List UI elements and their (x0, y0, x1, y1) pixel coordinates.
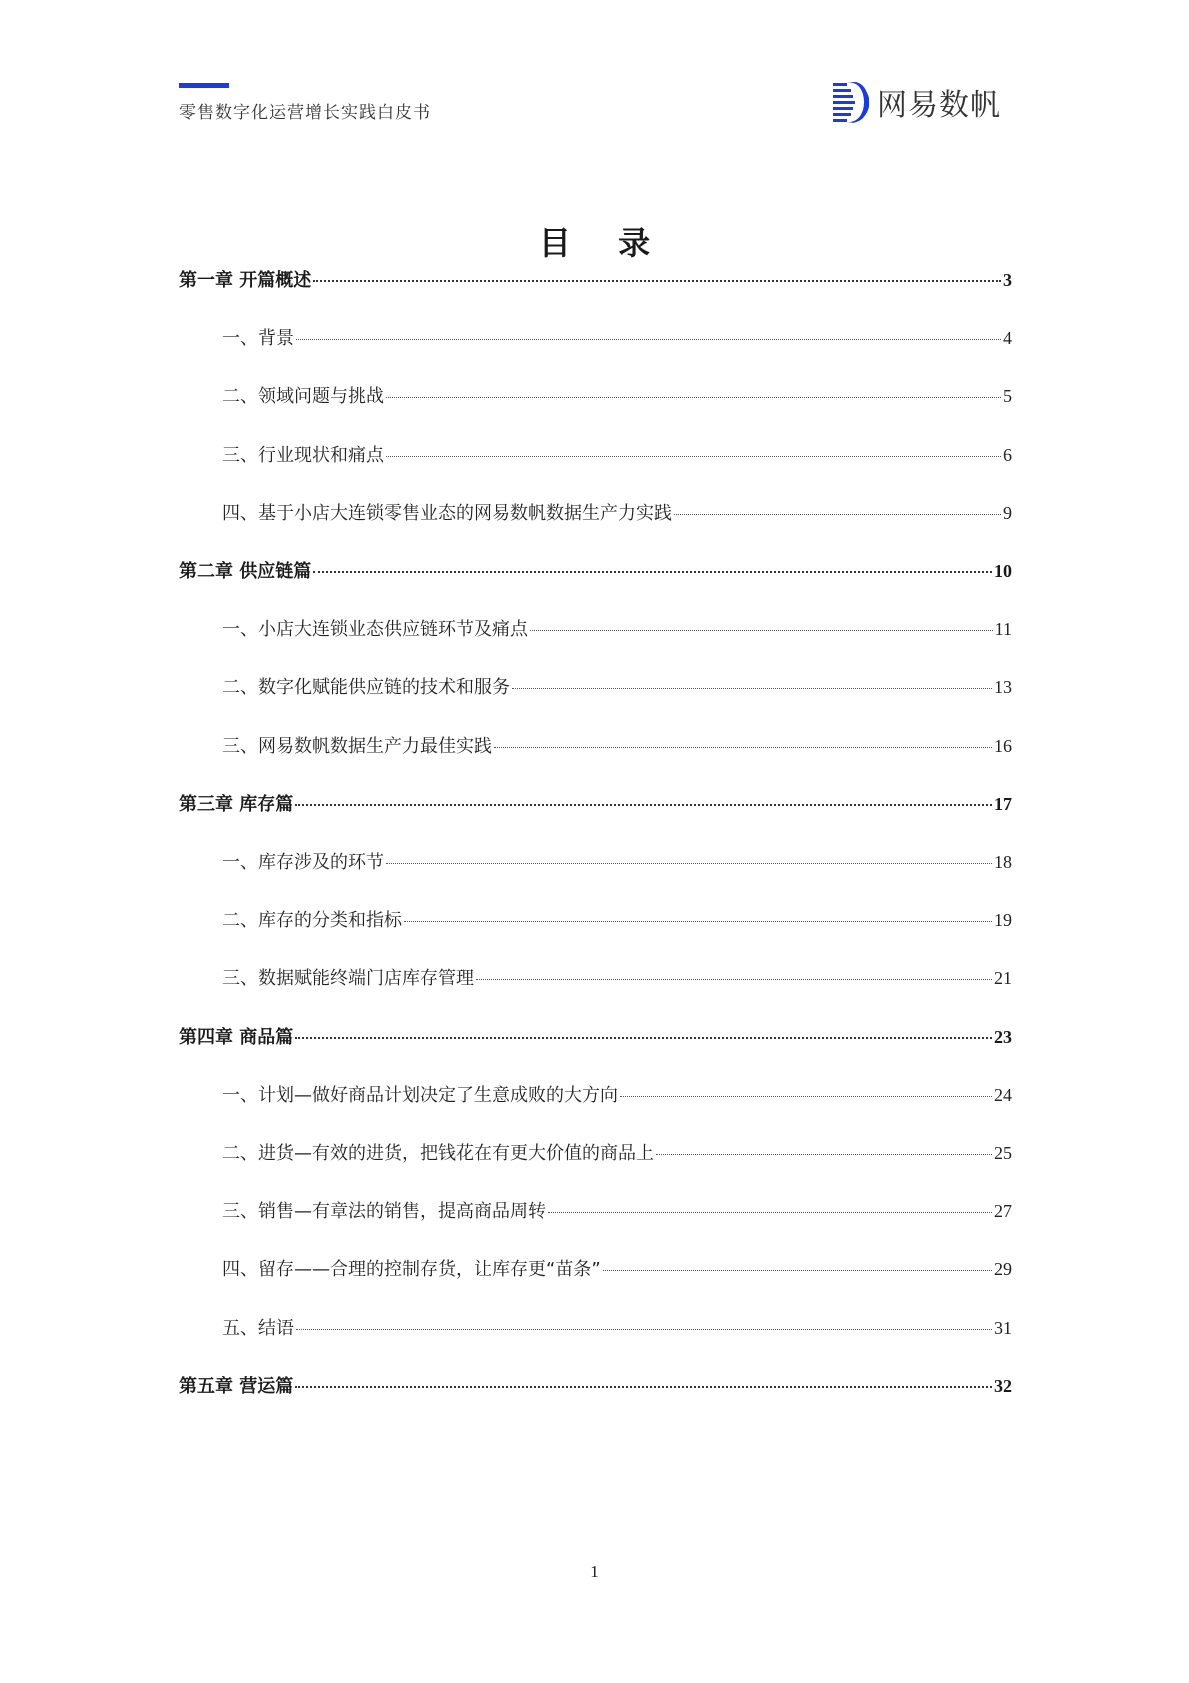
toc-entry-page: 5 (1003, 386, 1012, 406)
toc-section-entry[interactable] (222, 1255, 1012, 1285)
toc-section-entry[interactable] (222, 673, 1012, 703)
toc-entry-label: 三、数据赋能终端门店库存管理 (222, 968, 474, 989)
toc-entry-label: 二、库存的分类和指标 (222, 910, 402, 931)
toc-entry-page: 25 (994, 1143, 1012, 1163)
toc-dot-leader (656, 1154, 992, 1155)
toc-entry-page: 24 (994, 1085, 1012, 1105)
toc-chapter-entry[interactable] (179, 790, 1012, 820)
header-accent-bar (179, 83, 229, 88)
toc-section-entry[interactable] (222, 1314, 1012, 1344)
toc-entry-page: 13 (994, 677, 1012, 697)
toc-section-entry[interactable] (222, 1139, 1012, 1169)
toc-dot-leader (386, 456, 1001, 457)
netease-shufan-logo-icon (833, 81, 869, 123)
toc-dot-leader (295, 804, 992, 806)
toc-entry-label: 二、进货—有效的进货，把钱花在有更大价值的商品上 (222, 1143, 654, 1164)
toc-entry-label: 五、结语 (222, 1318, 294, 1339)
toc-entry-page: 9 (1003, 503, 1012, 523)
toc-section-entry[interactable] (222, 441, 1012, 471)
toc-section-entry[interactable] (222, 324, 1012, 354)
toc-chapter-entry[interactable] (179, 266, 1012, 296)
toc-dot-leader (404, 921, 992, 922)
toc-entry-page: 19 (994, 910, 1012, 930)
toc-dot-leader (674, 514, 1001, 515)
toc-dot-leader (313, 571, 992, 573)
toc-entry-label: 三、网易数帆数据生产力最佳实践 (222, 736, 492, 757)
toc-section-entry[interactable] (222, 382, 1012, 412)
toc-entry-label: 第四章 商品篇 (179, 1027, 294, 1048)
toc-chapter-entry[interactable] (179, 1023, 1012, 1053)
brand (833, 80, 1001, 124)
toc-dot-leader (386, 397, 1001, 398)
toc-entry-page: 29 (994, 1259, 1012, 1279)
toc-dot-leader (530, 630, 993, 631)
toc-entry-label: 四、基于小店大连锁零售业态的网易数帆数据生产力实践 (222, 503, 672, 524)
toc-entry-page: 10 (994, 561, 1012, 581)
toc-entry-label: 三、行业现状和痛点 (222, 445, 384, 466)
toc-entry-label: 三、销售—有章法的销售，提高商品周转 (222, 1201, 546, 1222)
toc-dot-leader (296, 1329, 992, 1330)
document-title: 零售数字化运营增长实践白皮书 (179, 103, 431, 123)
toc-entry-page: 16 (994, 736, 1012, 756)
toc-entry-page: 31 (994, 1318, 1012, 1338)
toc-section-entry[interactable] (222, 906, 1012, 936)
toc-entry-page: 17 (994, 794, 1012, 814)
toc-entry-label: 第五章 营运篇 (179, 1376, 294, 1397)
toc-section-entry[interactable] (222, 615, 1012, 645)
toc-dot-leader (494, 747, 992, 748)
toc-dot-leader (313, 280, 1001, 282)
toc-dot-leader (603, 1270, 992, 1271)
toc-entry-label: 一、小店大连锁业态供应链环节及痛点 (222, 619, 528, 640)
toc-section-entry[interactable] (222, 499, 1012, 529)
toc-dot-leader (512, 688, 992, 689)
page-number: 1 (590, 1562, 599, 1581)
toc-entry-label: 第二章 供应链篇 (179, 561, 312, 582)
toc-entry-label: 二、领域问题与挑战 (222, 386, 384, 407)
toc-entry-page: 11 (994, 619, 1012, 639)
toc-entry-label: 二、数字化赋能供应链的技术和服务 (222, 677, 510, 698)
toc-entry-label: 一、背景 (222, 328, 294, 349)
toc-section-entry[interactable] (222, 848, 1012, 878)
toc-entry-page: 23 (994, 1027, 1012, 1047)
toc-dot-leader (295, 1386, 992, 1388)
toc-entry-page: 6 (1003, 445, 1012, 465)
toc-entry-label: 一、计划—做好商品计划决定了生意成败的大方向 (222, 1085, 618, 1106)
toc-section-entry[interactable] (222, 1197, 1012, 1227)
toc-dot-leader (295, 1037, 992, 1039)
toc-entry-label: 第三章 库存篇 (179, 794, 294, 815)
toc-chapter-entry[interactable] (179, 1372, 1012, 1402)
toc-section-entry[interactable] (222, 732, 1012, 762)
toc-title: 目 录 (538, 224, 669, 262)
toc-dot-leader (386, 863, 992, 864)
toc-dot-leader (548, 1212, 992, 1213)
toc-entry-page: 4 (1003, 328, 1012, 348)
toc-dot-leader (620, 1096, 992, 1097)
toc-dot-leader (476, 979, 992, 980)
toc-entry-label: 四、留存——合理的控制存货，让库存更“苗条” (222, 1259, 601, 1280)
brand-name: 网易数帆 (877, 88, 1001, 123)
toc-entry-label: 一、库存涉及的环节 (222, 852, 384, 873)
toc-entry-page: 21 (994, 968, 1012, 988)
toc-entry-label: 第一章 开篇概述 (179, 270, 312, 291)
toc-entry-page: 32 (994, 1376, 1012, 1396)
toc-entry-page: 3 (1003, 270, 1012, 290)
toc-entry-page: 18 (994, 852, 1012, 872)
toc-chapter-entry[interactable] (179, 557, 1012, 587)
toc-section-entry[interactable] (222, 1081, 1012, 1111)
toc-dot-leader (296, 339, 1001, 340)
toc-entry-page: 27 (994, 1201, 1012, 1221)
toc-section-entry[interactable] (222, 964, 1012, 994)
